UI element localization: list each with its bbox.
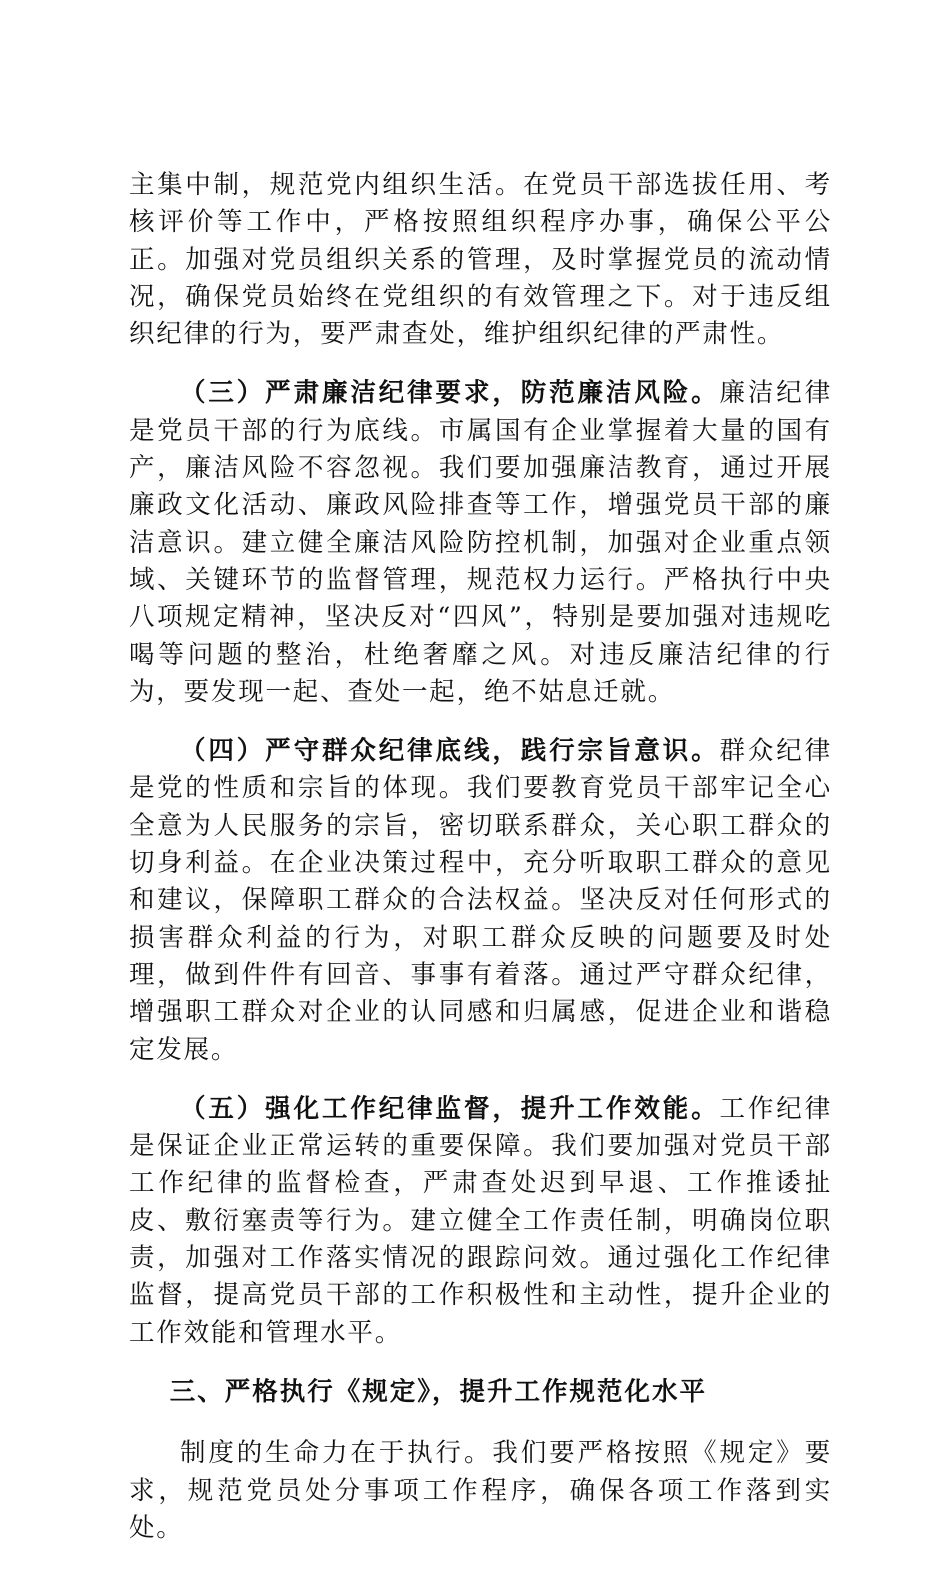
paragraph-mass-discipline (129, 733, 832, 1069)
paragraph-text: 工作纪律是保证企业正常运转的重要保障。我们要加强对党员干部工作纪律的监督检查，严肃查处迟到早退、工作推诿扯皮、敷衍塞责等行为。建立健全工作责任制，明确岗位职责，加强对工作落实情况的跟踪问效。通过强化工作纪律监督，提高党员干部的工作积极性和主动性，提升企业的工作效能和管理水平。 (129, 1093, 833, 1348)
paragraph-text: 廉洁纪律是党员干部的行为底线。市属国有企业掌握着大量的国有产，廉洁风险不容忽视。我们要加强廉洁教育，通过开展廉政文化活动、廉政风险排查等工作，增强党员干部的廉洁意识。建立健全廉洁风险防控机制，加强对企业重点领域、关键环节的监督管理，规范权力运行。严格执行中央八项规定精神，坚决反对“四风”，特别是要加强对违规吃喝等问题的整治，杜绝奢靡之风。对违反廉洁纪律的行为，要发现一起、查处一起，绝不姑息迁就。 (129, 378, 833, 707)
paragraph-integrity-discipline (129, 375, 832, 711)
section-heading: 三、严格执行《规定》，提升工作规范化水平 (169, 1376, 708, 1407)
paragraph-text: 群众纪律是党的性质和宗旨的体现。我们要教育党员干部牢记全心全意为人民服务的宗旨，密切联系群众，关心职工群众的切身利益。在企业决策过程中，充分听取职工群众的意见和建议，保障职工群众的合法权益。坚决反对任何形式的损害群众利益的行为，对职工群众反映的问题要及时处理，做到件件有回音、事事有着落。通过严守群众纪律，增强职工群众对企业的认同感和归属感，促进企业和谐稳定发展。 (129, 736, 833, 1065)
paragraph-heading: （四）严守群众纪律底线，践行宗旨意识。 (180, 736, 720, 767)
paragraph-organization-discipline (129, 167, 832, 353)
paragraph-text: 主集中制，规范党内组织生活。在党员干部选拔任用、考核评价等工作中，严格按照组织程序办事，确保公平公正。加强对党员组织关系的管理，及时掌握党员的流动情况，确保党员始终在党组织的有效管理之下。对于违反组织纪律的行为，要严肃查处，维护组织纪律的严肃性。 (129, 170, 832, 350)
paragraph-work-discipline (129, 1091, 832, 1352)
paragraph-heading: （五）强化工作纪律监督，提升工作效能。 (180, 1093, 720, 1124)
document-page (129, 167, 832, 1569)
paragraph-heading: （三）严肃廉洁纪律要求，防范廉洁风险。 (180, 378, 720, 409)
section-body-paragraph: 制度的生命力在于执行。我们要严格按照《规定》要求，规范党员处分事项工作程序，确保各项工作落到实处。 (129, 1438, 832, 1543)
